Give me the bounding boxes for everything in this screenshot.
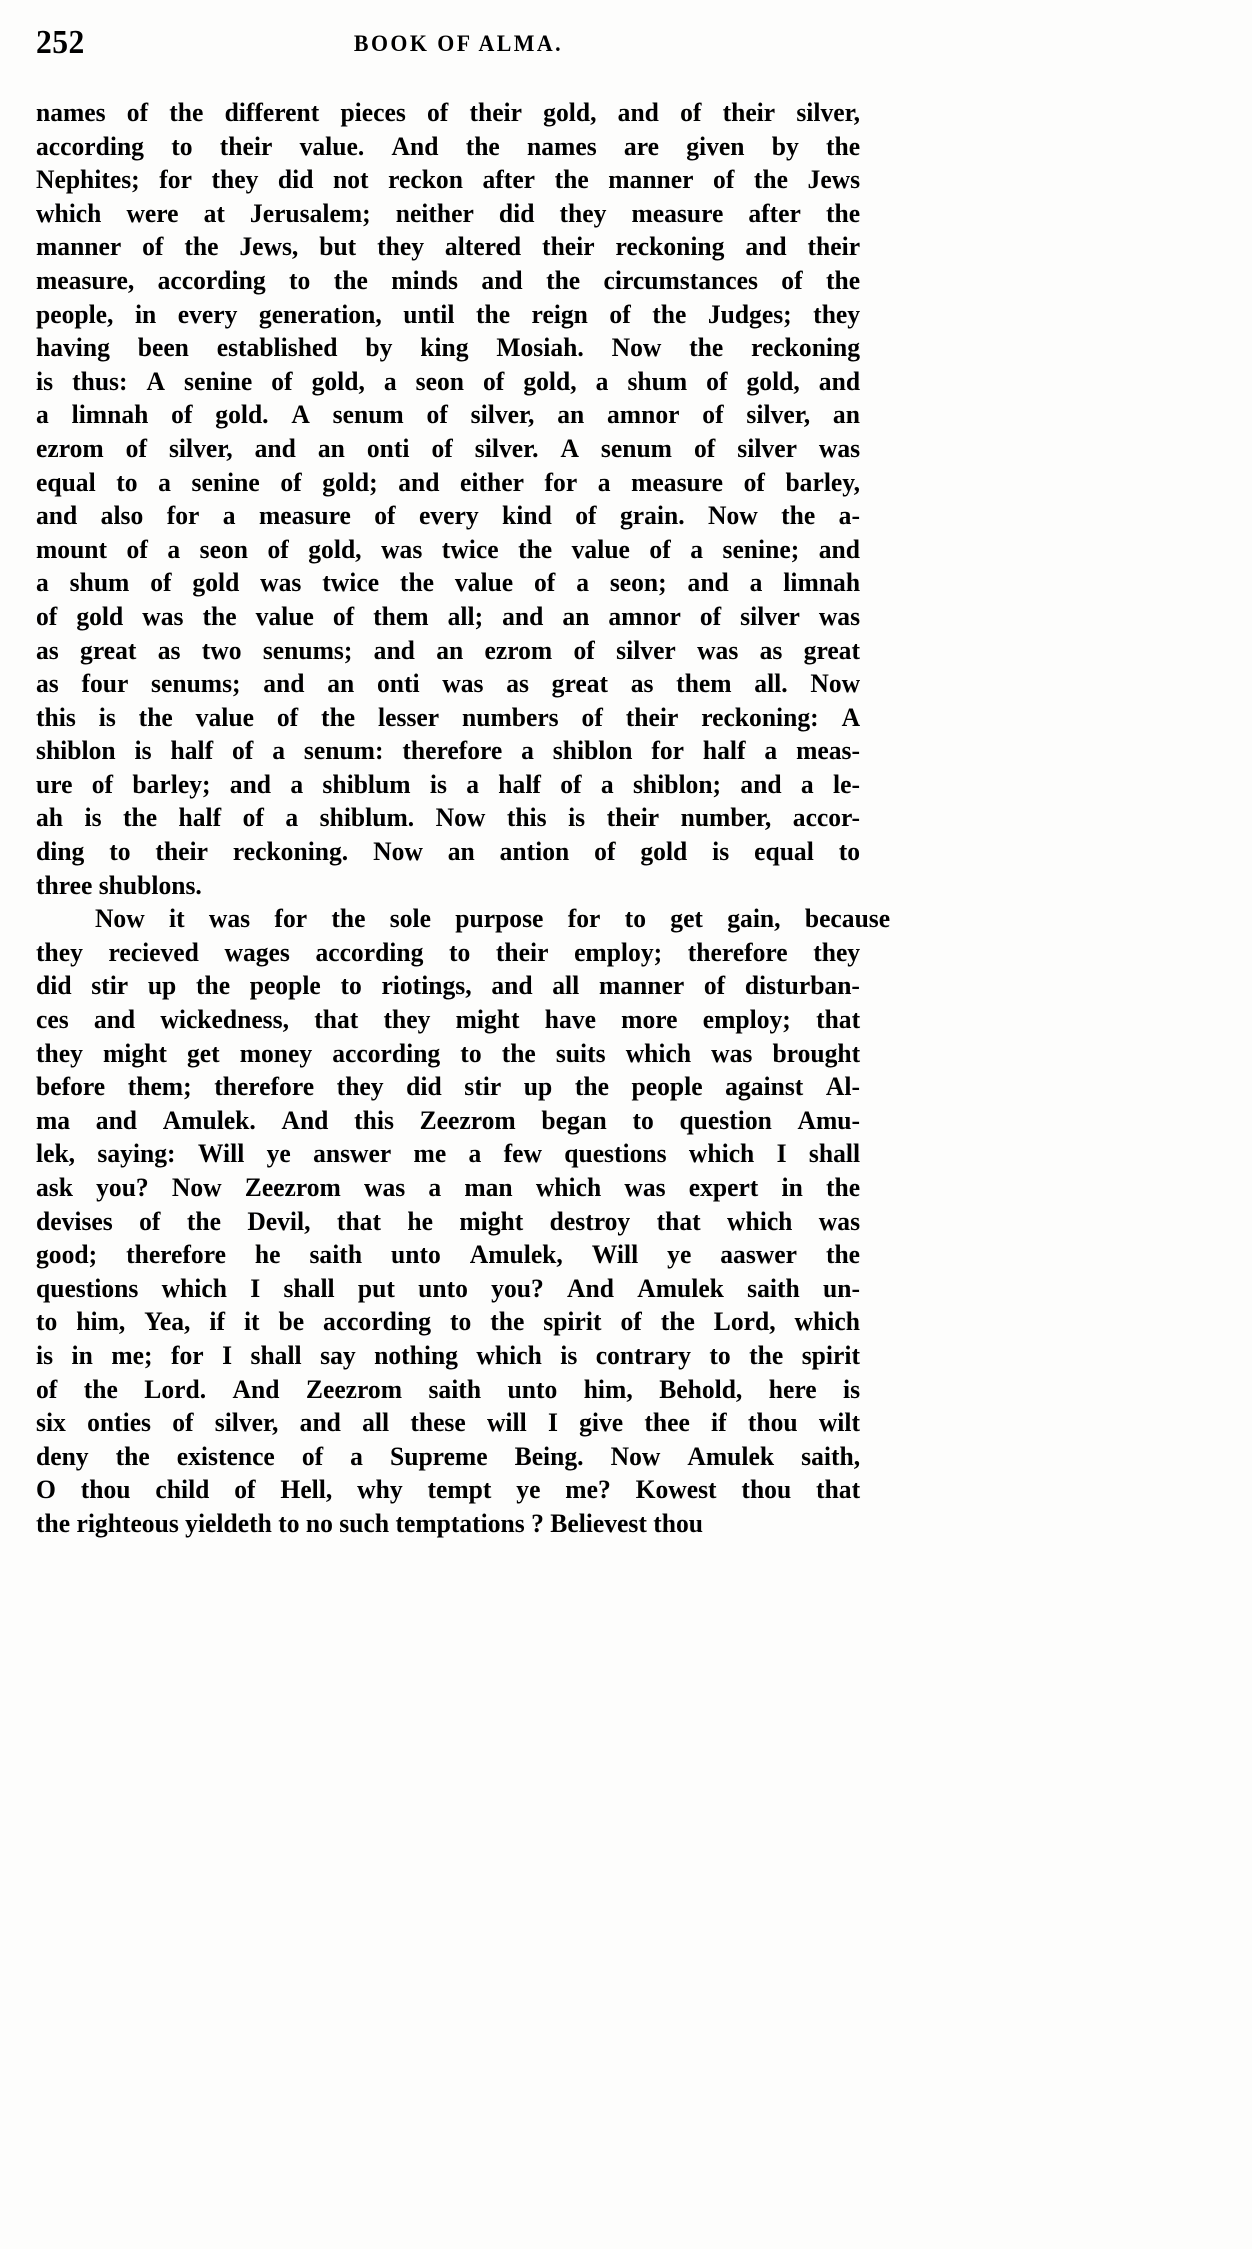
text-line: according to their value. And the names are given by the bbox=[36, 130, 861, 161]
text-line: deny the existence of a Supreme Being. Now Amulek saith, bbox=[36, 1440, 861, 1471]
text-line: and also for a measure of every kind of grain. Now the a- bbox=[36, 500, 860, 531]
text-line: mount of a seon of gold, was twice the value of a senine; and bbox=[36, 533, 860, 564]
text-line: before them; therefore they did stir up the people against Al- bbox=[36, 1071, 860, 1102]
text-line: to him, Yea, if it be according to the spirit of the Lord, which bbox=[36, 1306, 860, 1337]
text-line: Now it was for the sole purpose for to get gain, because bbox=[94, 903, 891, 934]
text-line: manner of the Jews, but they altered their reckoning and their bbox=[36, 231, 861, 262]
text-line: a shum of gold was twice the value of a seon; and a limnah bbox=[36, 567, 861, 598]
paragraph bbox=[36, 96, 860, 902]
text-line: of gold was the value of them all; and an amnor of silver was bbox=[36, 600, 861, 631]
text-line: did stir up the people to riotings, and all manner of disturban- bbox=[36, 970, 860, 1001]
text-line: ding to their reckoning. Now an antion of gold is equal to bbox=[36, 836, 861, 867]
text-line: as great as two senums; and an ezrom of silver was as great bbox=[36, 634, 860, 665]
text-line: ces and wickedness, that they might have more employ; that bbox=[36, 1004, 861, 1035]
text-line: of the Lord. And Zeezrom saith unto him, Behold, here is bbox=[36, 1373, 861, 1404]
text-line: which were at Jerusalem; neither did they measure after the bbox=[36, 197, 861, 228]
text-line: equal to a senine of gold; and either for a measure of barley, bbox=[36, 466, 861, 497]
text-line: they recieved wages according to their employ; therefore they bbox=[36, 936, 861, 967]
text-line: having been established by king Mosiah. Now the reckoning bbox=[36, 332, 861, 363]
text-line: Nephites; for they did not reckon after the manner of the Jews bbox=[36, 164, 861, 195]
page-number: 252 bbox=[36, 24, 85, 61]
paragraph bbox=[36, 902, 891, 1540]
text-line: devises of the Devil, that he might destroy that which was bbox=[36, 1205, 861, 1236]
text-line: they might get money according to the suits which was brought bbox=[36, 1037, 861, 1068]
running-head bbox=[36, 22, 881, 70]
text-line: six onties of silver, and all these will I give thee if thou wilt bbox=[36, 1407, 861, 1438]
text-line: people, in every generation, until the reign of the Judges; they bbox=[36, 298, 861, 329]
text-line: the righteous yieldeth to no such temptations ? Believest thou bbox=[36, 1507, 704, 1538]
text-line: questions which I shall put unto you? And Amulek saith un- bbox=[36, 1272, 861, 1303]
text-line: lek, saying: Will ye answer me a few questions which I shall bbox=[36, 1138, 861, 1169]
text-line: ask you? Now Zeezrom was a man which was expert in the bbox=[36, 1172, 861, 1202]
text-line: O thou child of Hell, why tempt ye me? Kowest thou that bbox=[36, 1474, 861, 1505]
text-line: is thus: A senine of gold, a seon of gold, a shum of gold, and bbox=[36, 365, 861, 396]
running-title: BOOK OF ALMA. bbox=[353, 31, 564, 56]
text-line: ma and Amulek. And this Zeezrom began to question Amu- bbox=[36, 1104, 861, 1135]
text-line: three shublons. bbox=[36, 869, 202, 900]
text-line: is in me; for I shall say nothing which is contrary to the spirit bbox=[36, 1339, 860, 1370]
body-text-block bbox=[36, 96, 891, 1541]
text-line: good; therefore he saith unto Amulek, Will ye aaswer the bbox=[36, 1239, 861, 1270]
text-line: measure, according to the minds and the circumstances of the bbox=[36, 264, 861, 295]
text-line: this is the value of the lesser numbers of their reckoning: A bbox=[36, 701, 861, 732]
text-line: ezrom of silver, and an onti of silver. A senum of silver was bbox=[36, 432, 861, 463]
text-line: ah is the half of a shiblum. Now this is their number, accor- bbox=[36, 802, 860, 833]
text-line: a limnah of gold. A senum of silver, an amnor of silver, an bbox=[36, 399, 860, 430]
text-line: names of the different pieces of their gold, and of their silver, bbox=[36, 97, 861, 127]
text-line: ure of barley; and a shiblum is a half of a shiblon; and a le- bbox=[36, 768, 860, 799]
text-line: as four senums; and an onti was as great as them all. Now bbox=[36, 668, 861, 699]
text-line: shiblon is half of a senum: therefore a shiblon for half a meas- bbox=[36, 735, 861, 766]
